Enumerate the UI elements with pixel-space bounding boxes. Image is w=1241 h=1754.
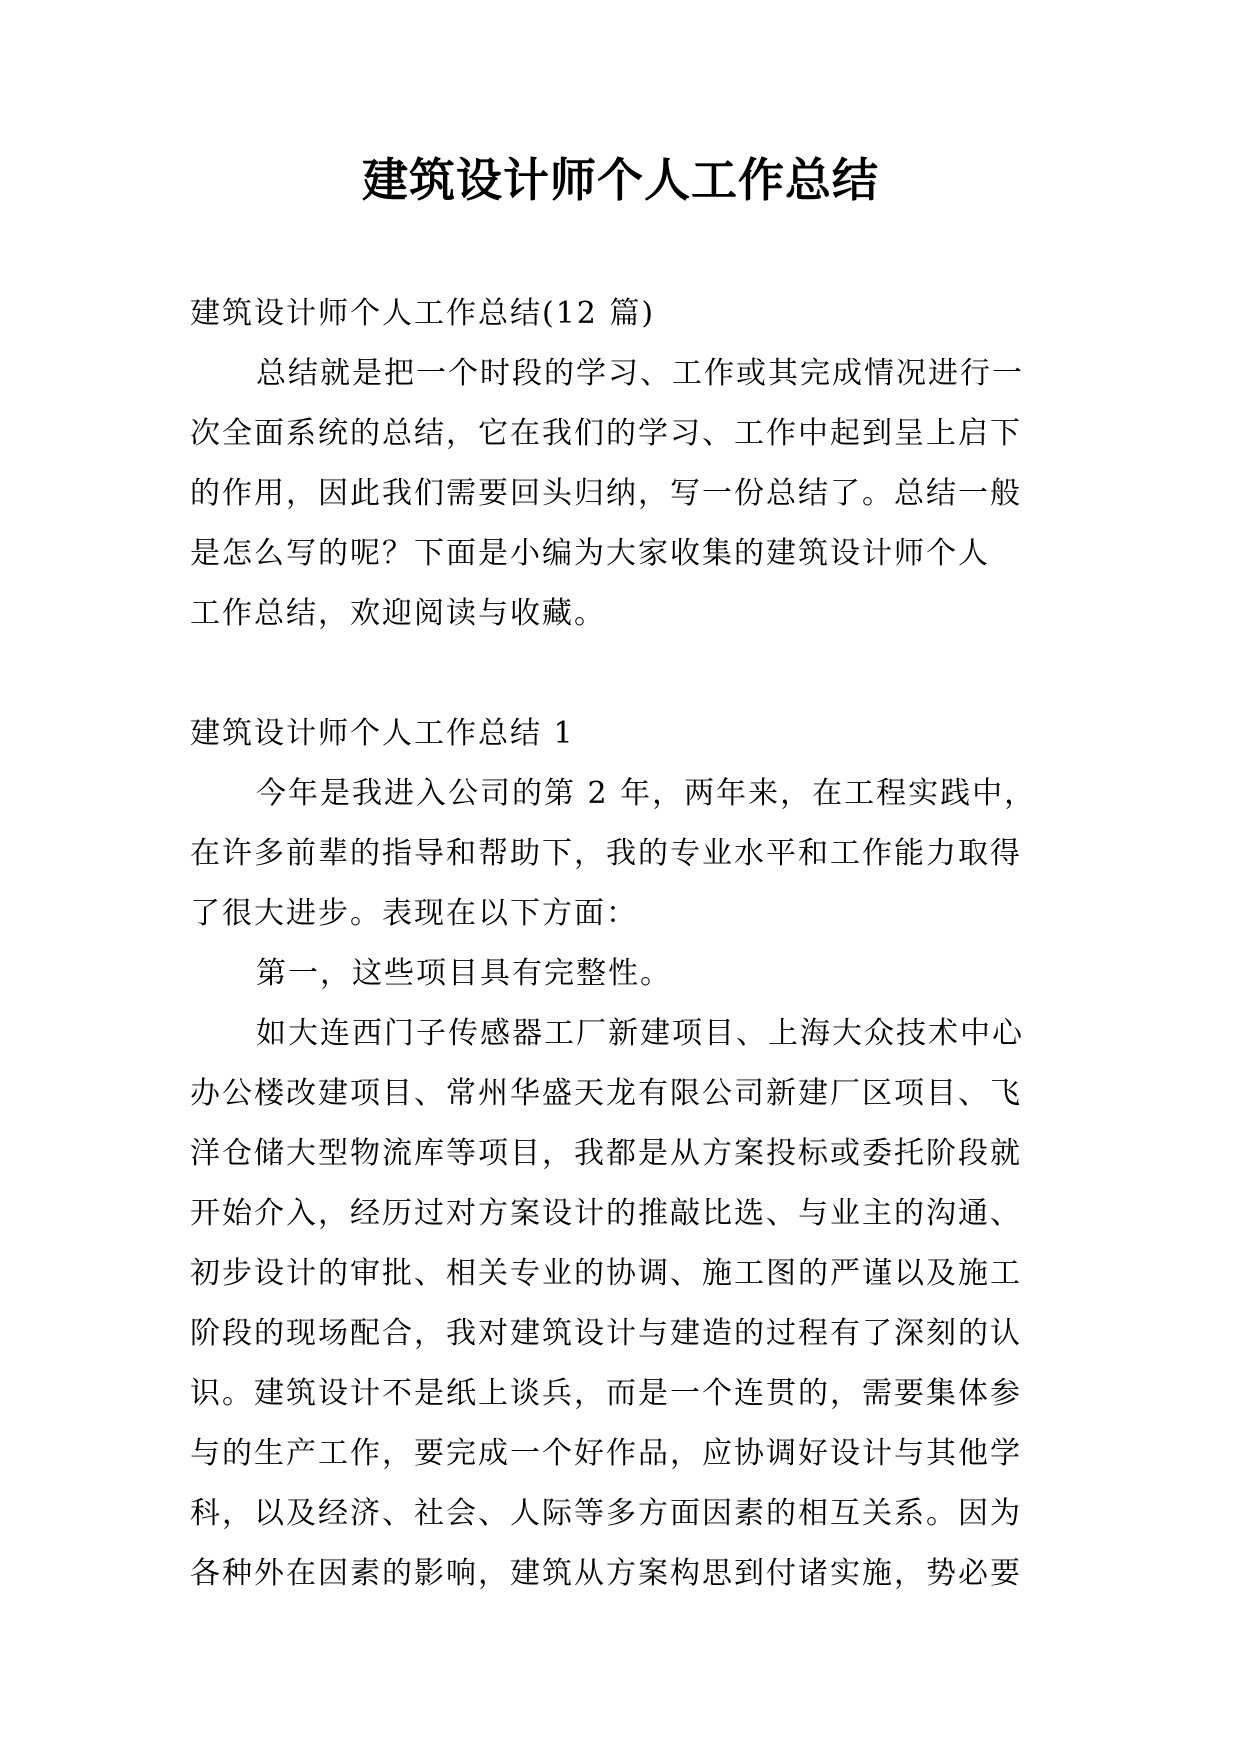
paragraph-line: 初步设计的审批、相关专业的协调、施工图的严谨以及施工 xyxy=(190,1256,1022,1291)
paragraph-line: 今年是我进入公司的第 2 年，两年来，在工程实践中， xyxy=(256,776,1037,811)
section1-paragraph-2: 第一，这些项目具有完整性。 xyxy=(256,956,672,991)
paragraph-line: 洋仓储大型物流库等项目，我都是从方案投标或委托阶段就 xyxy=(190,1136,1022,1171)
paragraph-line: 的作用，因此我们需要回头归纳，写一份总结了。总结一般 xyxy=(190,476,1022,511)
paragraph-line: 在许多前辈的指导和帮助下，我的专业水平和工作能力取得 xyxy=(190,836,1022,871)
paragraph-line: 开始介入，经历过对方案设计的推敲比选、与业主的沟通、 xyxy=(190,1196,1022,1231)
document-title: 建筑设计师个人工作总结 xyxy=(362,153,879,207)
paragraph-line: 是怎么写的呢？下面是小编为大家收集的建筑设计师个人 xyxy=(190,536,990,571)
paragraph-line: 识。建筑设计不是纸上谈兵，而是一个连贯的，需要集体参 xyxy=(190,1376,1022,1411)
document-subtitle: 建筑设计师个人工作总结(12 篇) xyxy=(190,296,656,331)
paragraph-line: 阶段的现场配合，我对建筑设计与建造的过程有了深刻的认 xyxy=(190,1316,1022,1351)
paragraph-line: 工作总结，欢迎阅读与收藏。 xyxy=(190,596,606,631)
section-spacer xyxy=(190,644,1070,704)
paragraph-line: 科，以及经济、社会、人际等多方面因素的相互关系。因为 xyxy=(190,1496,1022,1531)
paragraph-line: 了很大进步。表现在以下方面： xyxy=(190,896,638,931)
paragraph-line: 各种外在因素的影响，建筑从方案构思到付诸实施，势必要 xyxy=(190,1556,1022,1591)
section1-paragraph-3 xyxy=(190,1004,1070,1604)
intro-paragraph xyxy=(190,344,1070,644)
section-heading: 建筑设计师个人工作总结 1 xyxy=(190,716,575,751)
paragraph-line: 如大连西门子传感器工厂新建项目、上海大众技术中心 xyxy=(256,1016,1024,1051)
paragraph-line: 与的生产工作，要完成一个好作品，应协调好设计与其他学 xyxy=(190,1436,1022,1471)
document-body xyxy=(190,284,1070,1604)
section1-paragraph-1 xyxy=(190,764,1070,944)
paragraph-line: 总结就是把一个时段的学习、工作或其完成情况进行一 xyxy=(256,356,1024,391)
paragraph-line: 次全面系统的总结，它在我们的学习、工作中起到呈上启下 xyxy=(190,416,1022,451)
paragraph-line: 办公楼改建项目、常州华盛天龙有限公司新建厂区项目、飞 xyxy=(190,1076,1022,1111)
